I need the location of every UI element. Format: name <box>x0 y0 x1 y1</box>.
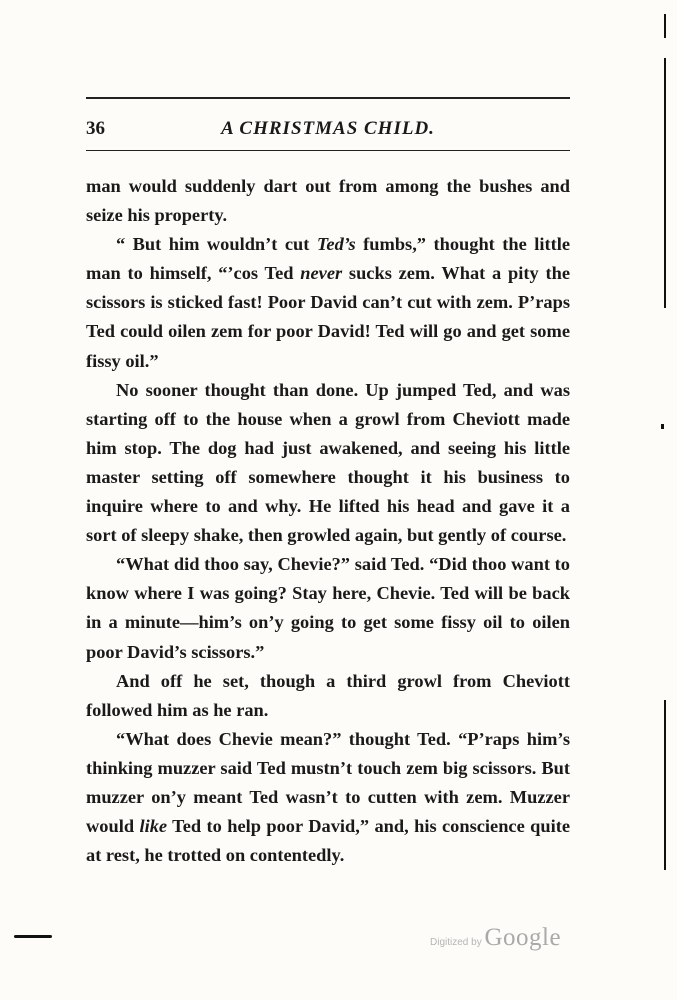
paragraph-3: No sooner thought than done. Up jumped Ted, and was starting off to the house when a growl from Cheviott made him stop. The dog had just awakened, and seeing his little master setting off somewhere thought it his business to inquire where to and why. He lifted his head and gave it a sort of sleepy shake, then growled again, but gently of course. <box>86 379 570 546</box>
paragraph-6 <box>86 725 570 870</box>
paragraph-1: man would suddenly dart out from among the bushes and seize his property. <box>86 176 570 226</box>
paragraph-2-italic-never: never <box>300 263 343 284</box>
header-top-rule <box>86 97 570 99</box>
paragraph-2 <box>86 230 570 375</box>
paragraph-6-text-b: Ted to help poor David,” and, his conscience quite at rest, he trotted on contentedly. <box>86 816 571 866</box>
paragraph-2-text-c: sucks zem. What a pity the scissors is sticked fast! Poor David can’t cut with zem. P’raps Ted could oilen zem for poor David! Ted will go and get some fissy oil.” <box>86 263 570 371</box>
margin-mark <box>664 700 666 870</box>
paragraph-2-text-a: “ But him wouldn’t cut <box>116 234 317 255</box>
header-bottom-rule <box>86 150 570 151</box>
digitized-watermark <box>430 924 561 952</box>
watermark-brand: Google <box>484 924 562 951</box>
right-margin-scan-marks <box>660 0 677 1000</box>
watermark-prefix: Digitized by <box>430 937 482 948</box>
paragraph-6-italic-like: like <box>139 816 168 837</box>
paragraph-2-text-b: fumbs,” thought the little man to himself, “’cos Ted <box>86 234 570 284</box>
margin-mark <box>664 58 666 308</box>
left-margin-scan-mark <box>14 935 52 938</box>
running-title: A CHRISTMAS CHILD. <box>221 118 435 139</box>
paragraph-4: “What did thoo say, Chevie?” said Ted. “Did thoo want to know where I was going? Stay here, Chevie. Ted will be back in a minute—him’s on’y going to get some fissy oil to oilen poor David’s scissors.” <box>86 554 570 662</box>
paragraph-2-italic-teds: Ted’s <box>316 234 356 255</box>
paragraph-6-text-a: “What does Chevie mean?” thought Ted. “P’raps him’s thinking muzzer said Ted mustn’t touch zem big scissors. But muzzer on’y meant Ted wasn’t to cutten with zem. Muzzer would <box>86 728 570 837</box>
page-number: 36 <box>86 118 105 139</box>
page-body <box>86 172 570 870</box>
page-header <box>86 118 570 142</box>
margin-mark <box>661 424 664 429</box>
margin-mark <box>664 14 666 38</box>
paragraph-5: And off he set, though a third growl from Cheviott followed him as he ran. <box>86 670 570 720</box>
